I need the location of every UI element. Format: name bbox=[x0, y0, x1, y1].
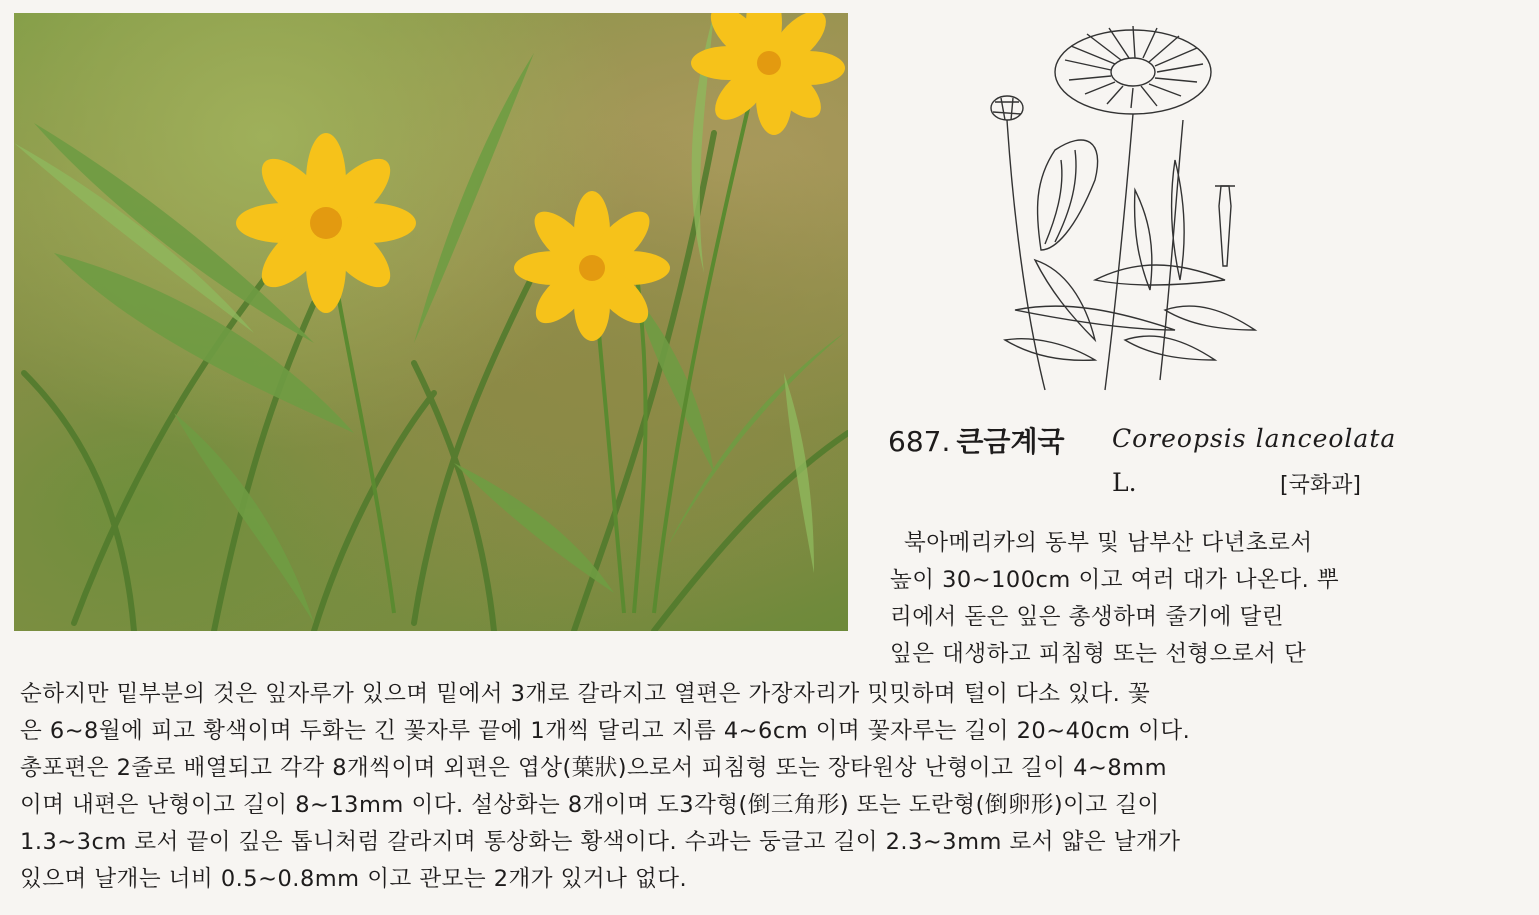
description-line-9: 1.3∼3cm 로서 끝이 깊은 톱니처럼 갈라지며 통상화는 황색이다. 수과는 둥글고 길이 2.3∼3mm 로서 얇은 날개가 bbox=[20, 829, 1181, 855]
photo-scene bbox=[14, 13, 848, 631]
entry-number: 687. bbox=[888, 425, 951, 458]
plant-family: [국화과] bbox=[1280, 473, 1361, 498]
description-line-4: 잎은 대생하고 피침형 또는 선형으로서 단 bbox=[890, 641, 1307, 667]
illustrated-flower-head bbox=[1055, 26, 1211, 114]
flower-3 bbox=[691, 13, 845, 135]
description-line-5: 순하지만 밑부분의 것은 잎자루가 있으며 밑에서 3개로 갈라지고 열편은 가장자리가 밋밋하며 털이 다소 있다. 꽃 bbox=[20, 681, 1151, 707]
description-line-10: 있으며 날개는 너비 0.5∼0.8mm 이고 관모는 2개가 있거나 없다. bbox=[20, 866, 688, 892]
description-line-8: 이며 내편은 난형이고 길이 8∼13mm 이다. 설상화는 8개이며 도3각형(倒三角形) 또는 도란형(倒卵形)이고 길이 bbox=[20, 792, 1160, 818]
author-abbrev: L. bbox=[1112, 468, 1137, 497]
korean-name: 큰금계국 bbox=[956, 425, 1065, 458]
illustrated-bud bbox=[991, 96, 1023, 120]
description-line-3: 리에서 돋은 잎은 총생하며 줄기에 달린 bbox=[890, 604, 1285, 630]
entry-title bbox=[888, 420, 1408, 464]
description-line-7: 총포편은 2줄로 배열되고 각각 8개씩이며 외편은 엽상(葉狀)으로서 피침형 또는 장타원상 난형이고 길이 4∼8mm bbox=[20, 755, 1167, 781]
plant-photo bbox=[14, 13, 848, 631]
flower-2 bbox=[514, 191, 670, 341]
botanical-illustration bbox=[975, 10, 1265, 395]
description-line-1: 북아메리카의 동부 및 남부산 다년초로서 bbox=[904, 530, 1313, 556]
description-line-6: 은 6∼8월에 피고 황색이며 두화는 긴 꽃자루 끝에 1개씩 달리고 지름 4∼6cm 이며 꽃자루는 길이 20∼40cm 이다. bbox=[20, 718, 1191, 744]
scientific-name: Coreopsis lanceolata bbox=[1112, 424, 1397, 453]
description-line-2: 높이 30∼100cm 이고 여러 대가 나온다. 뿌 bbox=[890, 567, 1340, 593]
